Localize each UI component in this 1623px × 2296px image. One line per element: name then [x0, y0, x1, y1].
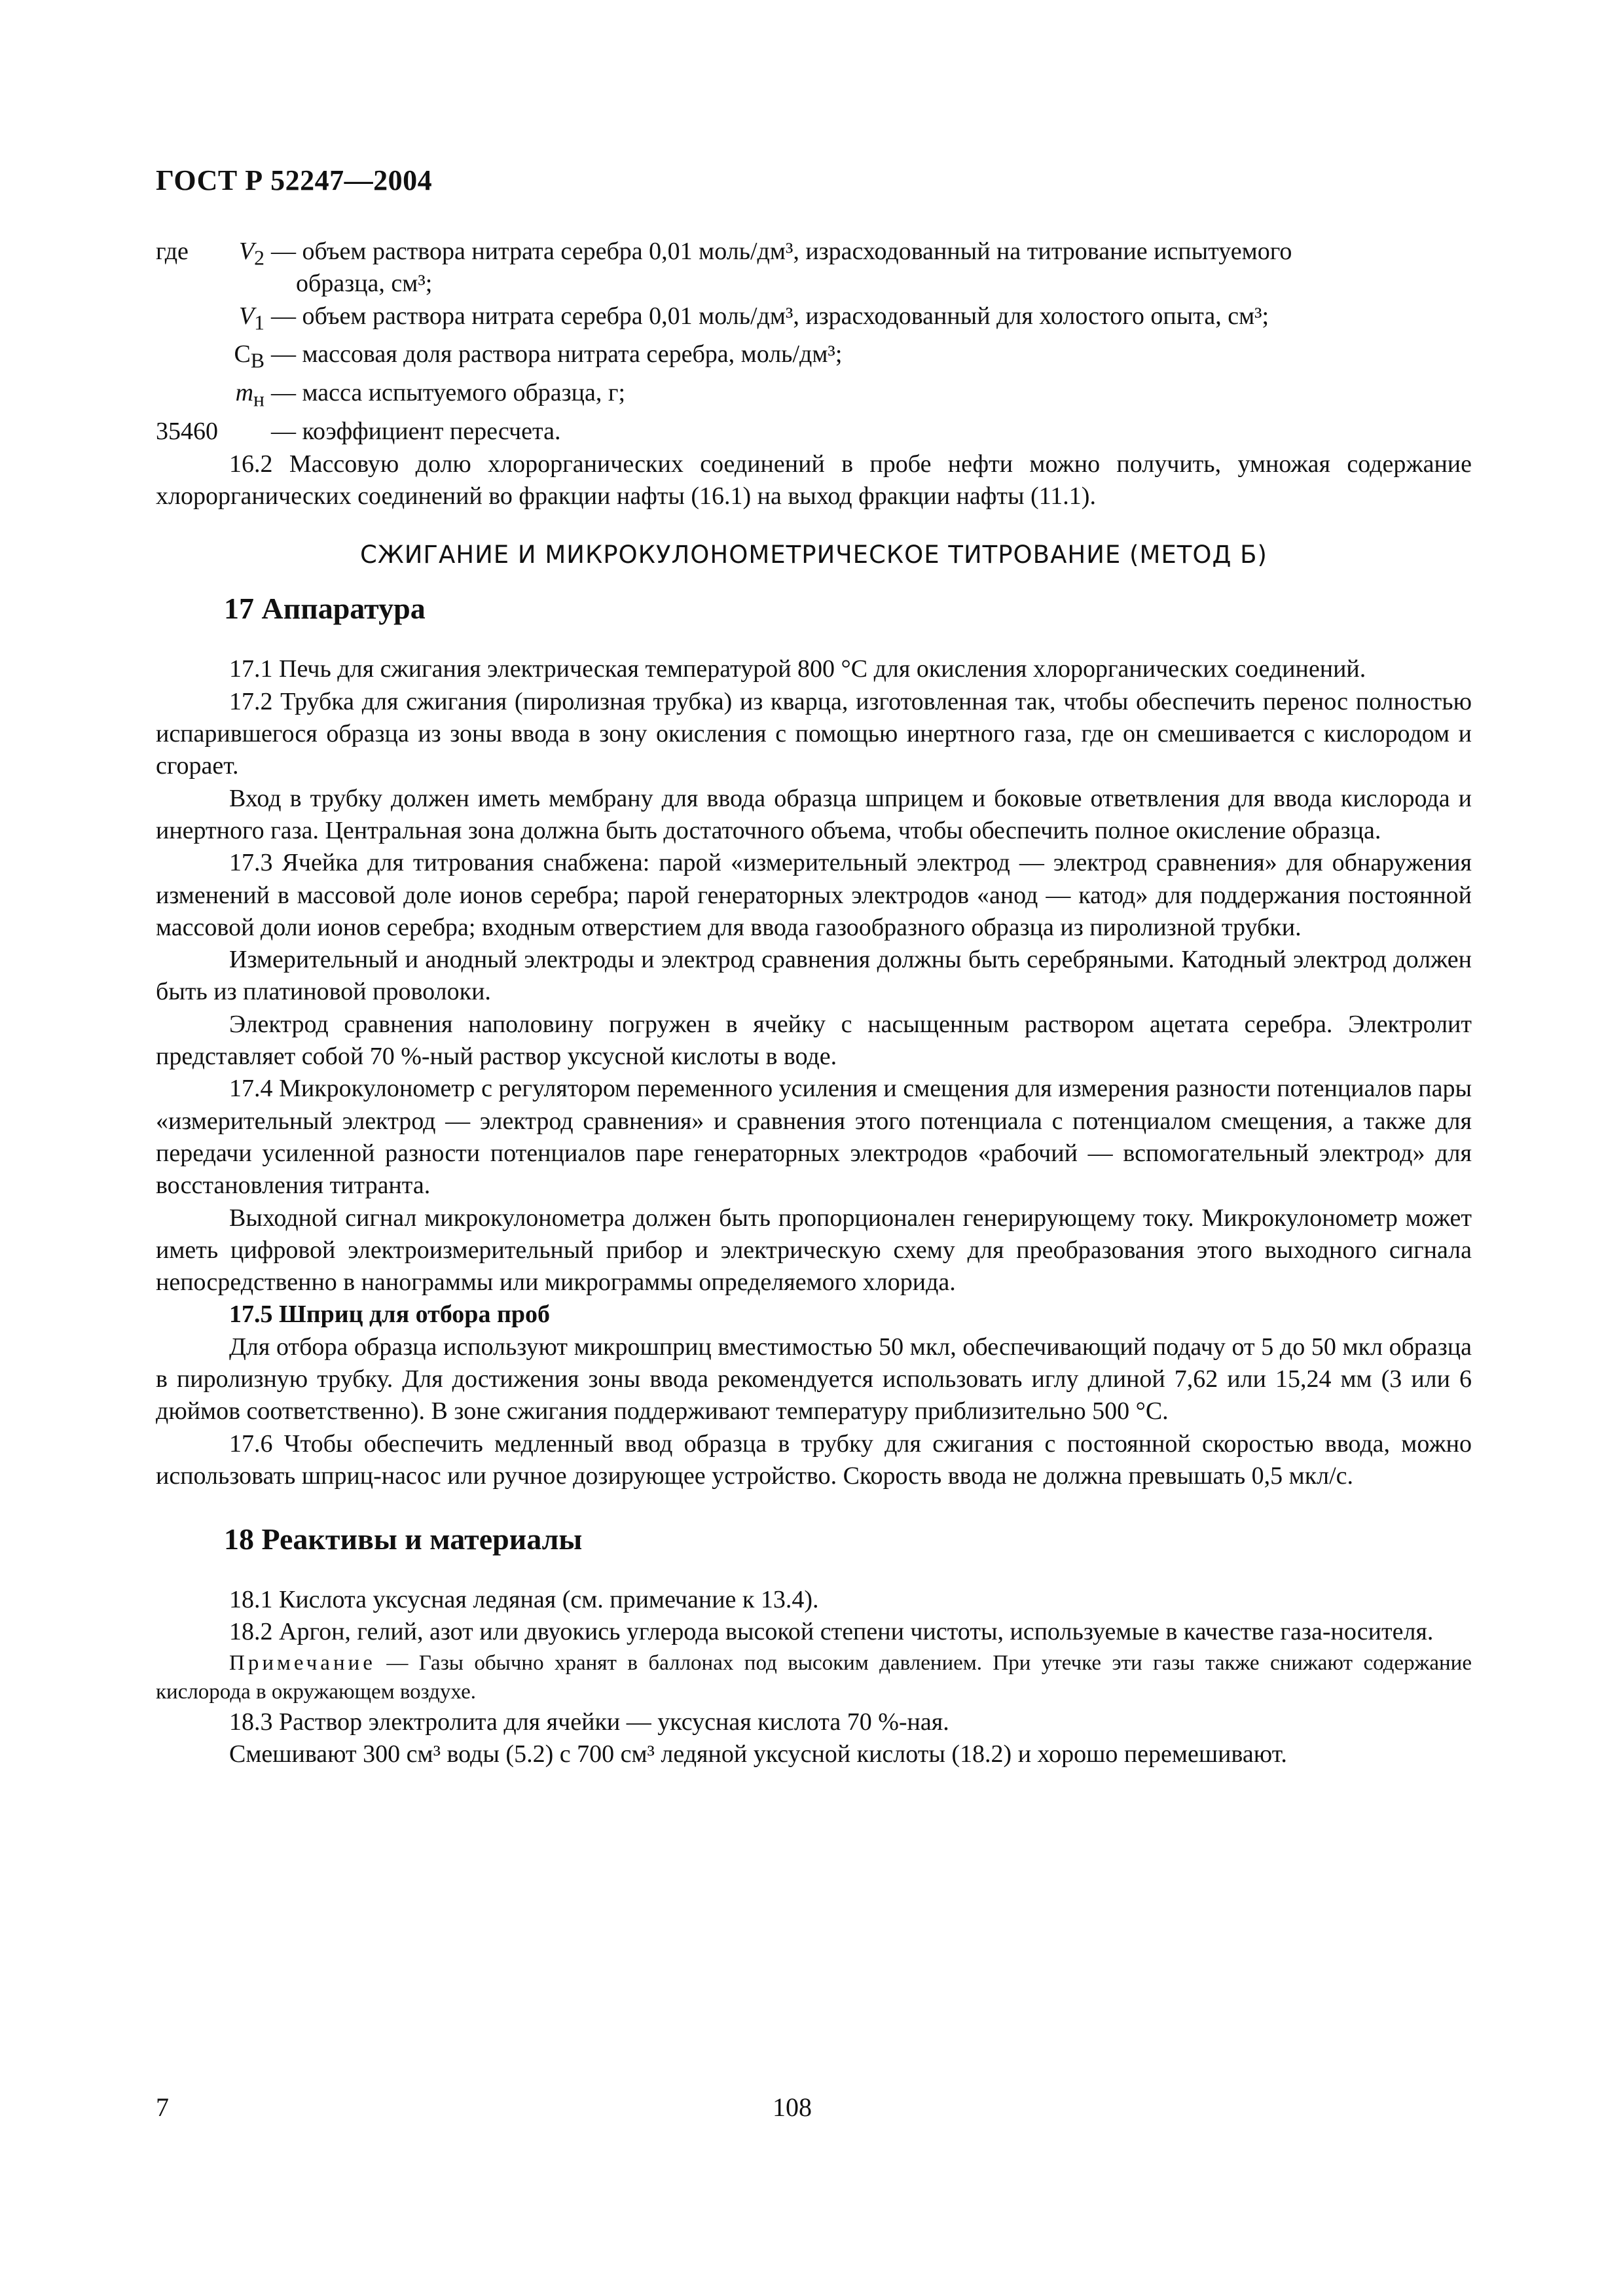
paragraph-17-2-cont: Вход в трубку должен иметь мембрану для ввода образца шприцем и боковые ответвления для ввода кислорода и инертного газа. Центральная зона должна быть достаточного объема, чтобы обеспечить полное окисление образца.	[156, 784, 1472, 844]
paragraph-17-2: 17.2 Трубка для сжигания (пиролизная трубка) из кварца, изготовленная так, чтобы обеспечить перенос полностью испарившегося образца из зоны ввода в зону окисления с помощью инертного газа, где он смешивается с кислородом и сгорает.	[156, 687, 1472, 780]
definition-row	[156, 300, 1472, 339]
definition-text: — коэффициент пересчета.	[271, 418, 561, 446]
definition-symbol: где $V_2$	[156, 238, 264, 270]
definition-row	[156, 236, 1472, 300]
note-label: Примечание	[229, 1651, 376, 1675]
definition-text: — масса испытуемого образца, г;	[271, 379, 625, 407]
definition-text: — массовая доля раствора нитрата серебра, моль/дм³;	[271, 340, 843, 368]
subheading-17-5: 17.5 Шприц для отбора проб	[229, 1300, 550, 1329]
paragraph-18-2: 18.2 Аргон, гелий, азот или двуокись углерода высокой степени чистоты, используемые в качестве газа-носителя.	[229, 1618, 1434, 1646]
heading-17: 17 Аппаратура	[224, 592, 426, 626]
paragraph-16-2: 16.2 Массовую долю хлорорганических соединений в пробе нефти можно получить, умножая содержание хлорорганических соединений во фракции нафты (16.1) на выход фракции нафты (11.1).	[156, 450, 1472, 510]
note	[156, 1649, 1472, 1706]
paragraph-17-1: 17.1 Печь для сжигания электрическая температурой 800 °С для окисления хлорорганических соединений.	[229, 655, 1366, 683]
paragraph-17-3-cont2: Электрод сравнения наполовину погружен в ячейку с насыщенным раствором ацетата серебра. Электролит представляет собой 70 %-ный раствор уксусной кислоты в воде.	[156, 1010, 1472, 1071]
paragraph-18-3: 18.3 Раствор электролита для ячейки — уксусная кислота 70 %-ная.	[229, 1708, 949, 1736]
document-header: ГОСТ Р 52247—2004	[156, 164, 433, 196]
heading-18: 18 Реактивы и материалы	[224, 1522, 583, 1556]
paragraph-18-1: 18.1 Кислота уксусная ледяная (см. примечание к 13.4).	[229, 1586, 819, 1614]
variable-definitions	[156, 236, 1472, 448]
definition-symbol: $m_н$	[235, 379, 264, 411]
footer-page-number-left: 7	[156, 2092, 169, 2122]
document-body	[156, 236, 1472, 1770]
definition-row	[156, 338, 1472, 377]
definition-symbol: $V_1$	[238, 302, 264, 334]
definition-symbol: 35460	[156, 418, 218, 446]
note-text: — Газы обычно хранят в баллонах под высоким давлением. При утечке эти газы также снижают содержание кислорода в окружающем воздухе.	[156, 1651, 1472, 1704]
paragraph-17-3: 17.3 Ячейка для титрования снабжена: парой «измерительный электрод — электрод сравнения» для обнаружения изменений в массовой доле ионов серебра; парой генераторных электродов «анод — катод» для поддержания постоянной массовой доли ионов серебра; входным отверстием для ввода газообразного образца из пиролизной трубки.	[156, 849, 1472, 941]
definition-text: — объем раствора нитрата серебра 0,01 моль/дм³, израсходованный на титрование испытуемого образца, см³;	[271, 238, 1292, 298]
paragraph-17-4: 17.4 Микрокулонометр с регулятором переменного усиления и смещения для измерения разности потенциалов пары «измерительный электрод — электрод сравнения» и сравнения этого потенциала с потенциалом смещения, а также для передачи усиленной разности потенциалов паре генераторных электродов «рабочий — вспомогательный электрод» для восстановления титранта.	[156, 1075, 1472, 1200]
section-title: СЖИГАНИЕ И МИКРОКУЛОНОМЕТРИЧЕСКОЕ ТИТРОВАНИЕ (МЕТОД Б)	[360, 541, 1267, 569]
paragraph-17-6: 17.6 Чтобы обеспечить медленный ввод образца в трубку для сжигания с постоянной скоростью ввода, можно использовать шприц-насос или ручное дозирующее устройство. Скорость ввода не должна превышать 0,5 мкл/с.	[156, 1429, 1472, 1490]
definition-symbol: $C_B$	[234, 340, 264, 373]
paragraph-17-5: Для отбора образца используют микрошприц вместимостью 50 мкл, обеспечивающий подачу от 5 до 50 мкл образца в пиролизную трубку. Для достижения зоны ввода рекомендуется использовать иглу длиной 7,62 или 15,24 мм (3 или 6 дюймов соответственно). В зоне сжигания поддерживают температуру приблизительно 500 °С.	[156, 1333, 1472, 1426]
paragraph-17-4-cont: Выходной сигнал микрокулонометра должен быть пропорционален генерирующему току. Микрокулонометр может иметь цифровой электроизмерительный прибор и электрическую схему для преобразования этого выходного сигнала непосредственно в нанограммы или микрограммы определяемого хлорида.	[156, 1204, 1472, 1297]
paragraph-17-3-cont: Измерительный и анодный электроды и электрод сравнения должны быть серебряными. Катодный электрод должен быть из платиновой проволоки.	[156, 946, 1472, 1006]
definition-row	[156, 416, 1472, 448]
footer-page-number-center: 108	[773, 2092, 812, 2122]
definition-row	[156, 377, 1472, 416]
paragraph-18-3-cont: Смешивают 300 см³ воды (5.2) с 700 см³ ледяной уксусной кислоты (18.2) и хорошо перемешивают.	[229, 1740, 1287, 1768]
definition-text: — объем раствора нитрата серебра 0,01 моль/дм³, израсходованный для холостого опыта, см³;	[271, 302, 1269, 330]
